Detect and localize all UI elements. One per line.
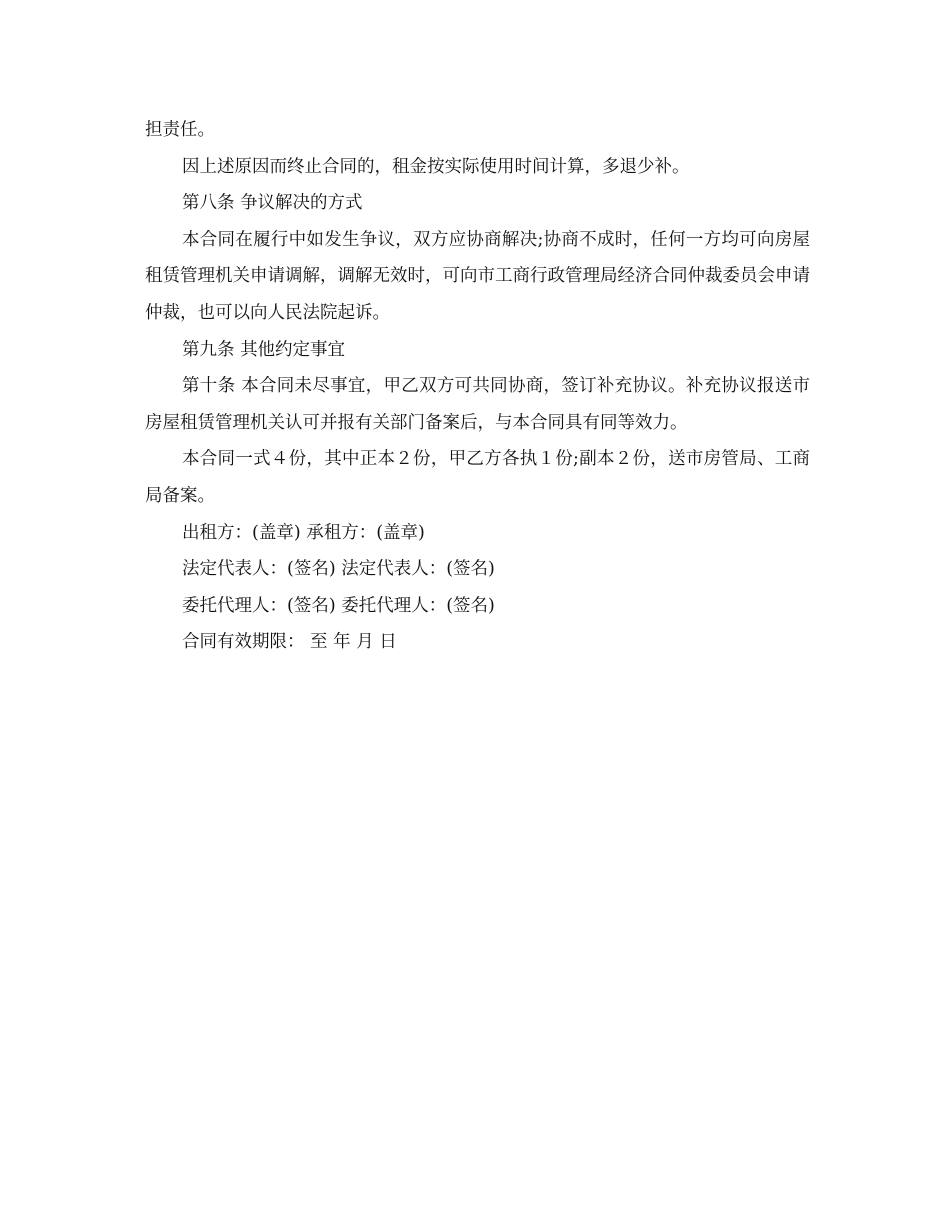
heading-article-8: 第八条 争议解决的方式 xyxy=(182,193,363,214)
signature-line-parties: 出租方：(盖章) 承租方：(盖章) xyxy=(182,522,425,543)
contract-validity-period: 合同有效期限： 至 年 月 日 xyxy=(182,632,397,653)
paragraph-liability-end: 担责任。 xyxy=(145,120,215,140)
heading-article-9: 第九条 其他约定事宜 xyxy=(182,339,346,360)
signature-line-legal-representatives: 法定代表人：(签名) 法定代表人：(签名) xyxy=(182,559,495,580)
document-body xyxy=(145,112,810,661)
signature-line-authorized-agents: 委托代理人：(签名) 委托代理人：(签名) xyxy=(182,595,495,616)
paragraph-dispute-resolution: 本合同在履行中如发生争议，双方应协商解决;协商不成时，任何一方均可向房屋租赁管理机关申请调解，调解无效时，可向市工商行政管理局经济合同仲裁委员会申请仲裁，也可以向人民法院起诉。 xyxy=(145,229,810,323)
paragraph-rent-settlement: 因上述原因而终止合同的，租金按实际使用时间计算，多退少补。 xyxy=(182,156,690,177)
paragraph-copies: 本合同一式４份，其中正本２份，甲乙方各执１份;副本２份，送市房管局、工商局备案。 xyxy=(145,449,810,506)
paragraph-article-10: 第十条 本合同未尽事宜，甲乙双方可共同协商，签订补充协议。补充协议报送市房屋租赁管理机关认可并报有关部门备案后，与本合同具有同等效力。 xyxy=(145,376,810,433)
